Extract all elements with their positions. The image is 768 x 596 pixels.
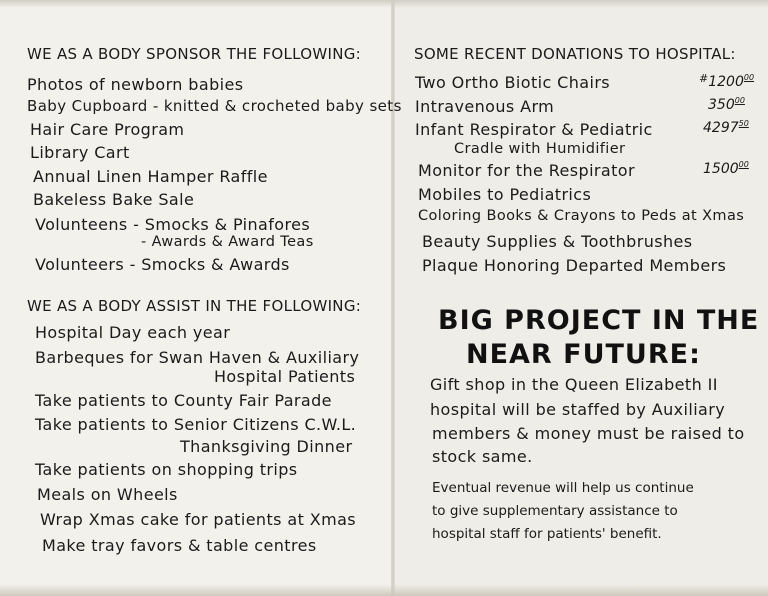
big-project-text: hospital will be staffed by Auxiliary <box>430 400 726 419</box>
assist-item: Wrap Xmas cake for patients at Xmas <box>40 510 357 529</box>
donation-item: Intravenous Arm <box>415 97 555 116</box>
donation-amount-value: 350 <box>708 97 735 113</box>
sponsor-item: Bakeless Bake Sale <box>33 190 195 209</box>
donation-item: Monitor for the Respirator <box>418 161 635 180</box>
donation-amount-value: 1500 <box>703 161 739 177</box>
donation-amount-value: 1200 <box>708 74 744 90</box>
assist-heading: WE AS A BODY ASSIST IN THE FOLLOWING: <box>27 297 362 315</box>
assist-item: Take patients on shopping trips <box>35 460 298 479</box>
donation-amount-cents: 00 <box>743 73 755 82</box>
donation-item: Coloring Books & Crayons to Peds at Xmas <box>418 208 745 224</box>
donation-item: Plaque Honoring Departed Members <box>422 256 727 275</box>
page-edge-bottom <box>0 584 768 596</box>
donation-amount <box>699 72 754 90</box>
sponsor-item: Annual Linen Hamper Raffle <box>33 167 268 186</box>
sponsor-item: Volunteers - Smocks & Awards <box>35 255 290 274</box>
big-project-text: hospital staff for patients' benefit. <box>432 526 662 542</box>
sponsor-item: Library Cart <box>30 143 130 162</box>
donation-item: Cradle with Humidifier <box>454 141 626 157</box>
assist-item: Thanksgiving Dinner <box>180 437 353 456</box>
donations-heading: SOME RECENT DONATIONS TO HOSPITAL: <box>414 45 736 63</box>
sponsor-heading: WE AS A BODY SPONSOR THE FOLLOWING: <box>27 45 362 63</box>
donation-item: Infant Respirator & Pediatric <box>415 120 653 139</box>
big-project-text: Eventual revenue will help us continue <box>432 480 694 496</box>
assist-item: Take patients to County Fair Parade <box>35 391 332 410</box>
assist-item: Hospital Patients <box>214 367 356 386</box>
big-project-text: to give supplementary assistance to <box>432 503 678 519</box>
page-edge-top <box>0 0 768 8</box>
assist-item: Make tray favors & table centres <box>42 536 317 555</box>
fold-crease <box>391 0 395 596</box>
big-project-title: NEAR FUTURE: <box>466 339 701 370</box>
assist-item: Barbeques for Swan Haven & Auxiliary <box>35 348 360 367</box>
donation-amount <box>703 119 749 136</box>
donation-amount-cents: 00 <box>734 96 745 105</box>
big-project-title: BIG PROJECT IN THE <box>438 305 760 336</box>
donation-amount-value: 4297 <box>703 120 739 136</box>
assist-item: Meals on Wheels <box>37 485 178 504</box>
big-project-text: Gift shop in the Queen Elizabeth II <box>430 375 718 394</box>
donation-item: Two Ortho Biotic Chairs <box>415 73 611 92</box>
sponsor-item: Hair Care Program <box>30 120 185 139</box>
big-project-text: stock same. <box>432 447 533 466</box>
donation-item: Beauty Supplies & Toothbrushes <box>422 232 693 251</box>
donation-amount-cents: 00 <box>738 160 749 169</box>
assist-item: Hospital Day each year <box>35 323 231 342</box>
sponsor-item: - Awards & Award Teas <box>141 234 314 250</box>
big-project-text: members & money must be raised to <box>432 424 745 443</box>
donation-item: Mobiles to Pediatrics <box>418 185 592 204</box>
sponsor-item: Photos of newborn babies <box>27 75 244 94</box>
sponsor-item: Baby Cupboard - knitted & crocheted baby sets <box>27 97 402 115</box>
dollar-mark: # <box>699 72 709 85</box>
assist-item: Take patients to Senior Citizens C.W.L. <box>35 415 357 434</box>
sponsor-item: Volunteens - Smocks & Pinafores <box>35 215 311 234</box>
donation-amount <box>703 160 749 177</box>
donation-amount-cents: 50 <box>738 119 749 128</box>
donation-amount <box>708 96 745 113</box>
